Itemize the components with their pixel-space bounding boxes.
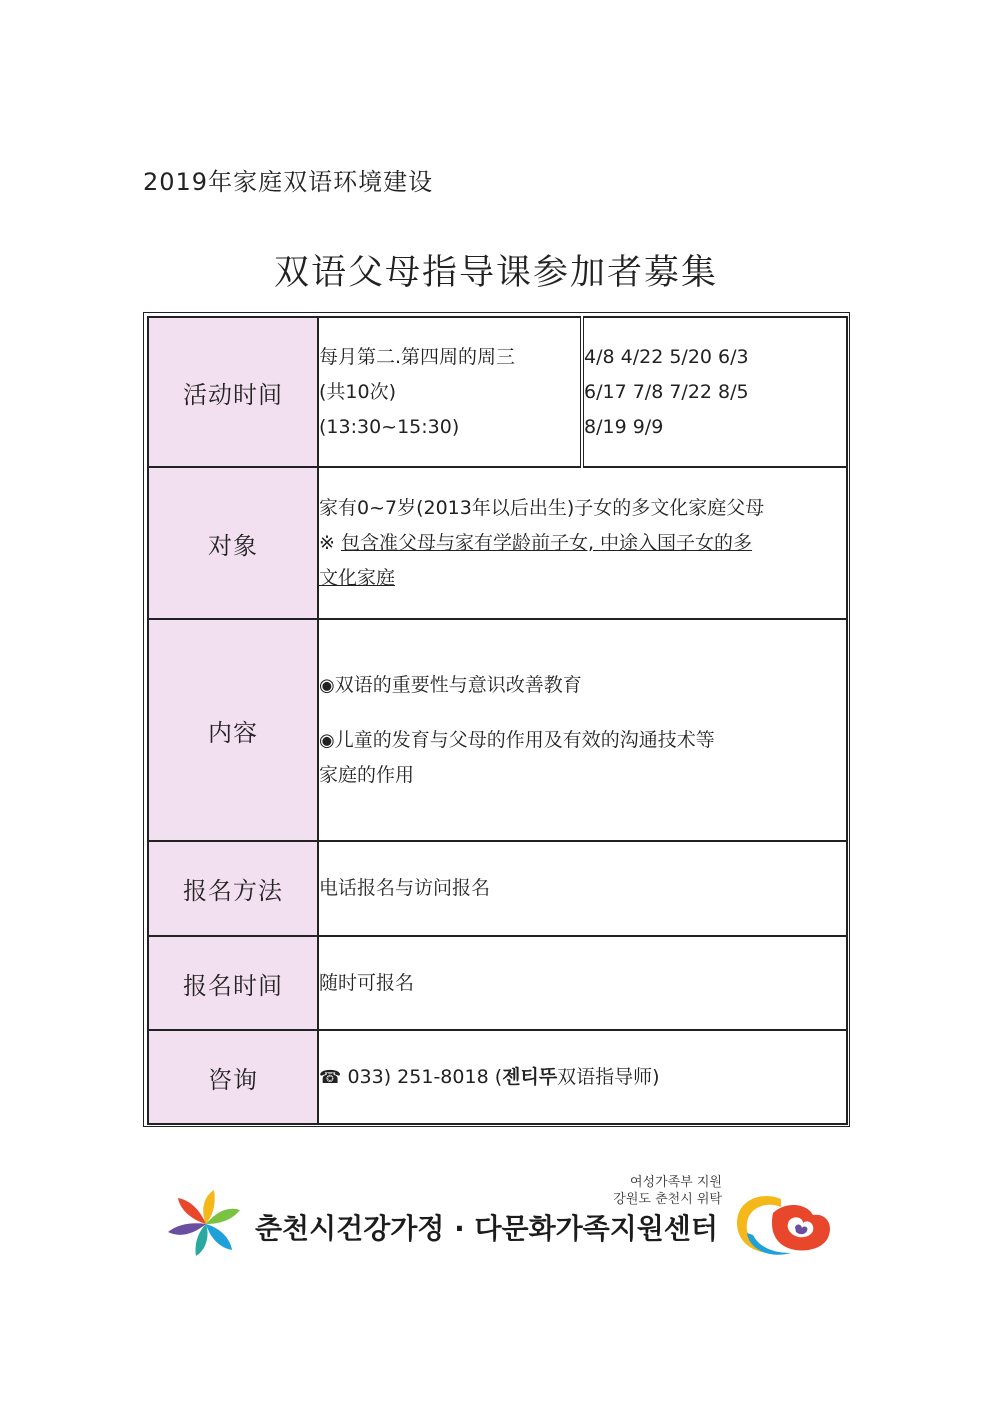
dates-line-1: 4/8 4/22 5/20 6/3 bbox=[584, 345, 749, 368]
heart-emblem-icon bbox=[733, 1193, 835, 1259]
contact-name: 젠티뚜 bbox=[502, 1065, 558, 1088]
table-row-period bbox=[148, 936, 847, 1030]
radio-bullet-icon: ◉ bbox=[319, 729, 335, 751]
info-table bbox=[147, 316, 848, 1125]
label-contact: 咨询 bbox=[148, 1030, 318, 1124]
label-content: 内容 bbox=[148, 619, 318, 841]
label-method: 报名方法 bbox=[148, 841, 318, 936]
label-time: 活动时间 bbox=[148, 317, 318, 467]
telephone-icon: ☎ bbox=[319, 1066, 342, 1088]
content-item-2-cont: 家庭的作用 bbox=[319, 763, 415, 786]
content-cell bbox=[318, 619, 847, 841]
subtitle: 2019年家庭双语环境建设 bbox=[143, 168, 434, 196]
support-line-2: 강원도 춘천시 위탁 bbox=[613, 1192, 722, 1207]
note-mark: ※ bbox=[319, 531, 341, 554]
target-note-a: 包含准父母与家有学龄前子女, 中途入国子女的多 bbox=[340, 531, 753, 554]
content-item-1-text: 双语的重要性与意识改善教育 bbox=[334, 673, 582, 696]
dates-cell bbox=[582, 317, 847, 467]
radio-bullet-icon: ◉ bbox=[319, 674, 335, 696]
schedule-line-2: (共10次) bbox=[319, 380, 397, 403]
target-cell bbox=[318, 467, 847, 619]
table-row-target bbox=[148, 467, 847, 619]
target-note bbox=[319, 526, 846, 561]
page-title: 双语父母指导课参加者募集 bbox=[273, 253, 718, 293]
dates-line-3: 8/19 9/9 bbox=[584, 415, 664, 438]
pinwheel-logo-icon bbox=[160, 1188, 252, 1260]
target-line: 家有0~7岁(2013年以后出生)子女的多文化家庭父母 bbox=[319, 496, 765, 519]
label-period: 报名时间 bbox=[148, 936, 318, 1030]
support-line-1: 여성가족부 지원 bbox=[629, 1175, 722, 1190]
method-value: 电话报名与访问报名 bbox=[318, 841, 847, 936]
target-note-b: 文化家庭 bbox=[319, 566, 396, 589]
table-row-contact bbox=[148, 1030, 847, 1124]
dates-line-2: 6/17 7/8 7/22 8/5 bbox=[584, 380, 749, 403]
content-item-2 bbox=[319, 723, 846, 793]
label-target: 对象 bbox=[148, 467, 318, 619]
table-row-content bbox=[148, 619, 847, 841]
contact-role: 双语指导师) bbox=[557, 1065, 660, 1088]
table-row-time bbox=[148, 317, 847, 467]
period-value: 随时可报名 bbox=[318, 936, 847, 1030]
contact-phone: 033) 251-8018 ( bbox=[341, 1065, 503, 1088]
organization-support bbox=[560, 1174, 722, 1208]
schedule-line-1: 每月第二.第四周的周三 bbox=[319, 345, 516, 368]
content-item-1 bbox=[319, 668, 846, 703]
contact-cell bbox=[318, 1030, 847, 1124]
schedule-cell bbox=[318, 317, 582, 467]
table-row-method bbox=[148, 841, 847, 936]
schedule-line-3: (13:30~15:30) bbox=[319, 415, 460, 438]
organization-name: 춘천시건강가정 · 다문화가족지원센터 bbox=[255, 1212, 718, 1245]
content-item-2-text: 儿童的发育与父母的作用及有效的沟通技术等 bbox=[334, 728, 715, 751]
